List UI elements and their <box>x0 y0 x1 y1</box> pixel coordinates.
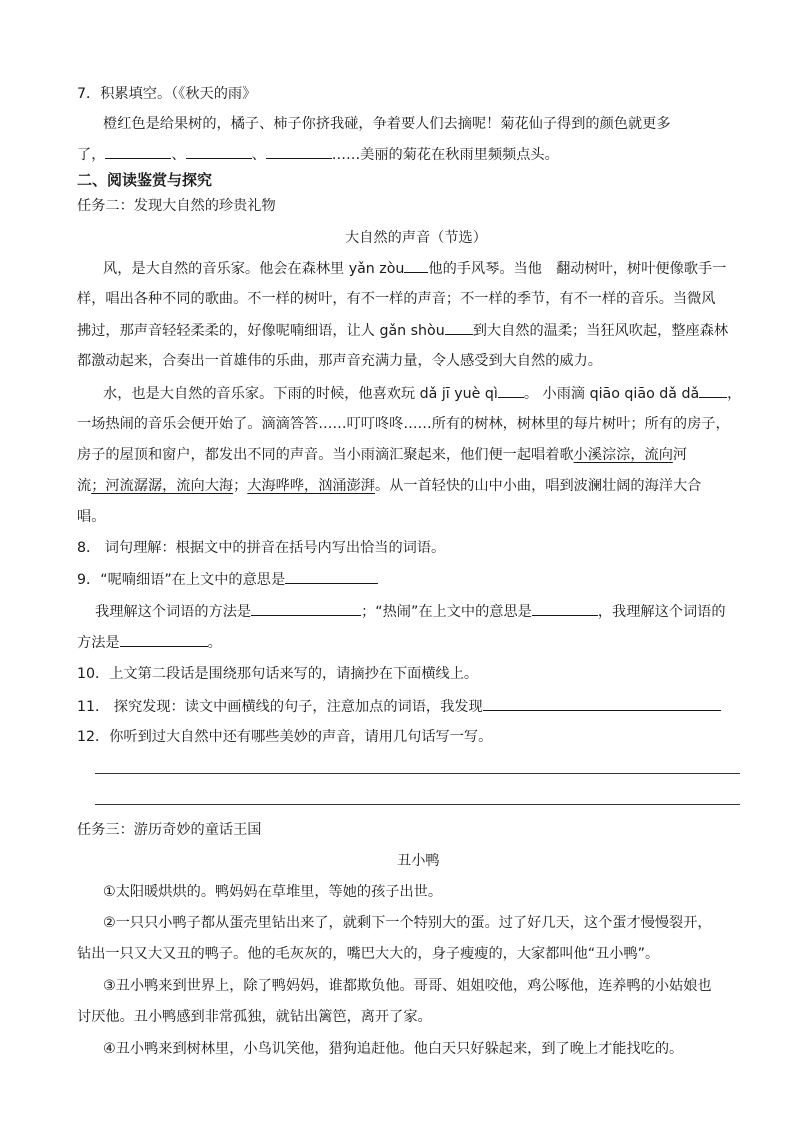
q7-title: 7．积累填空。（《秋天的雨》 <box>77 86 257 102</box>
passage-1-line <box>77 445 687 465</box>
passage-2-paragraph-1: ①太阳暖烘烘的。鸭妈妈在草堆里，等她的孩子出世。 <box>103 884 443 900</box>
q7-suffix: ……美丽的菊花在秋雨里频频点头。 <box>331 147 559 163</box>
question-text: ；“热闹”在上文中的意思是 <box>361 604 532 620</box>
pinyin-blank-ganshou[interactable] <box>445 320 473 335</box>
passage-text: 到大自然的温柔；当狂风吹起，整座森林 <box>472 323 729 339</box>
question-12: 12．你听到过大自然中还有哪些美妙的声音，请用几句话写一写。 <box>77 729 493 745</box>
pinyin-blank-qiaoqiaodada[interactable] <box>699 383 727 398</box>
q7-blank-2[interactable] <box>186 144 252 159</box>
passage-text: ； <box>233 478 248 494</box>
task-3-heading: 任务三：游历奇妙的童话王国 <box>77 822 262 838</box>
passage-text: 。 小雨滴 qiāo qiāo dǎ dǎ <box>523 386 700 402</box>
passage-1-line <box>103 258 726 279</box>
answer-blank-q11[interactable] <box>483 696 721 711</box>
passage-text: 风，是大自然的音乐家。他会在森林里 yǎn zòu <box>103 261 405 277</box>
passage-2-paragraph-2: ②一只只小鸭子都从蛋壳里钻出来了，就剩下一个特别大的蛋。过了好几天，这个蛋才慢慢裂开， <box>103 915 712 931</box>
passage-2-paragraph-4: ④丑小鸭来到树林里，小鸟讥笑他，猎狗追赶他。他白天只好躲起来，到了晚上才能找吃的。 <box>103 1041 684 1057</box>
q7-blank-1[interactable] <box>105 144 171 159</box>
question-text: 9．“呢喃细语”在上文中的意思是 <box>77 572 286 588</box>
passage-1-line <box>77 476 701 496</box>
answer-blank-renao-meaning[interactable] <box>532 601 598 616</box>
question-9-line-3 <box>77 632 222 653</box>
question-text: 我理解这个词语的方法是 <box>95 604 252 620</box>
passage-1-line <box>103 383 741 404</box>
passage-text: ， <box>727 386 742 402</box>
question-11 <box>77 696 721 717</box>
q7-blank-3[interactable] <box>266 144 332 159</box>
answer-blank-renao-method[interactable] <box>120 632 208 647</box>
underlined-sentence: 大海哗哗，汹涌澎湃 <box>247 478 375 494</box>
question-10: 10．上文第二段话是围绕那句话来写的，请摘抄在下面横线上。 <box>77 666 479 682</box>
question-text: 11． 探究发现：读文中画横线的句子，注意加点的词语，我发现 <box>77 699 483 715</box>
answer-line-1[interactable] <box>95 773 740 774</box>
passage-2-paragraph-3-cont: 讨厌他。丑小鸭感到非常孤独，就钻出篱笆，离开了家。 <box>77 1009 432 1025</box>
question-9 <box>77 569 378 590</box>
question-text: ，我理解这个词语的 <box>597 604 726 620</box>
passage-1-title: 大自然的声音（节选） <box>345 230 487 246</box>
passage-1-line: 唱。 <box>77 509 106 525</box>
answer-blank-q9-method[interactable] <box>251 601 361 616</box>
answer-blank-q9-meaning[interactable] <box>285 569 378 584</box>
underlined-sentence: ；河流潺潺，流向大海 <box>91 478 234 494</box>
passage-2-paragraph-2-cont: 钻出一只又大又丑的鸭子。他的毛灰灰的，嘴巴大大的，身子瘦瘦的，大家都叫他“丑小鸭”。 <box>77 946 660 962</box>
pinyin-blank-dajiyueqi[interactable] <box>498 383 524 398</box>
pinyin-blank-yanzou[interactable] <box>404 258 428 273</box>
passage-text: 房子的屋顶和窗户，都发出不同的声音。当小雨滴汇聚起来，他们便一起唱着歌 <box>77 447 574 463</box>
passage-text: 水，也是大自然的音乐家。下雨的时候，他喜欢玩 dǎ jī yuè qì <box>103 386 498 402</box>
task-2-heading: 任务二：发现大自然的珍贵礼物 <box>77 198 276 214</box>
question-8: 8． 词句理解：根据文中的拼音在括号内写出恰当的词语。 <box>77 540 446 556</box>
answer-line-2[interactable] <box>95 804 740 805</box>
passage-text: 河 <box>672 447 688 463</box>
passage-1-line: 样，唱出各种不同的歌曲。不一样的树叶，有不一样的声音；不一样的季节，有不一样的音乐。当微风 <box>77 291 716 307</box>
question-9-line-2 <box>95 601 726 622</box>
passage-text: 流 <box>77 478 92 494</box>
q7-sep-1: 、 <box>171 147 186 163</box>
passage-1-line <box>77 320 728 341</box>
q7-prefix: 了， <box>77 147 106 163</box>
passage-text: 。从一首轻快的山中小曲，唱到波澜壮阔的海洋大合 <box>375 478 702 494</box>
passage-text: 他的手风琴。当他 翻动树叶，树叶便像歌手一 <box>428 261 727 277</box>
passage-1-line: 都激动起来，合奏出一首雄伟的乐曲，那声音充满力量，令人感受到大自然的威力。 <box>77 353 602 369</box>
q7-text-line2 <box>77 144 559 165</box>
passage-2-title: 丑小鸭 <box>397 853 440 869</box>
passage-2-paragraph-3: ③丑小鸭来到世界上，除了鸭妈妈，谁都欺负他。哥哥、姐姐咬他，鸡公啄他，连养鸭的小姑娘也 <box>103 978 712 994</box>
section-2-heading: 二、阅读鉴赏与探究 <box>77 171 213 189</box>
q7-sep-2: 、 <box>251 147 266 163</box>
passage-1-line: 一场热闹的音乐会便开始了。滴滴答答……叮叮咚咚……所有的树林，树林里的每片树叶；所有的房子， <box>77 416 730 432</box>
passage-text: 拂过，那声音轻轻柔柔的，好像呢喃细语，让人 gǎn shòu <box>77 323 445 339</box>
q7-text-line1: 橙红色是给果树的，橘子、柿子你挤我碰，争着要人们去摘呢！菊花仙子得到的颜色就更多 <box>103 116 671 132</box>
question-text: 方法是 <box>77 635 120 651</box>
underlined-sentence: 小溪淙淙，流向 <box>573 447 673 463</box>
question-text: 。 <box>207 635 222 651</box>
